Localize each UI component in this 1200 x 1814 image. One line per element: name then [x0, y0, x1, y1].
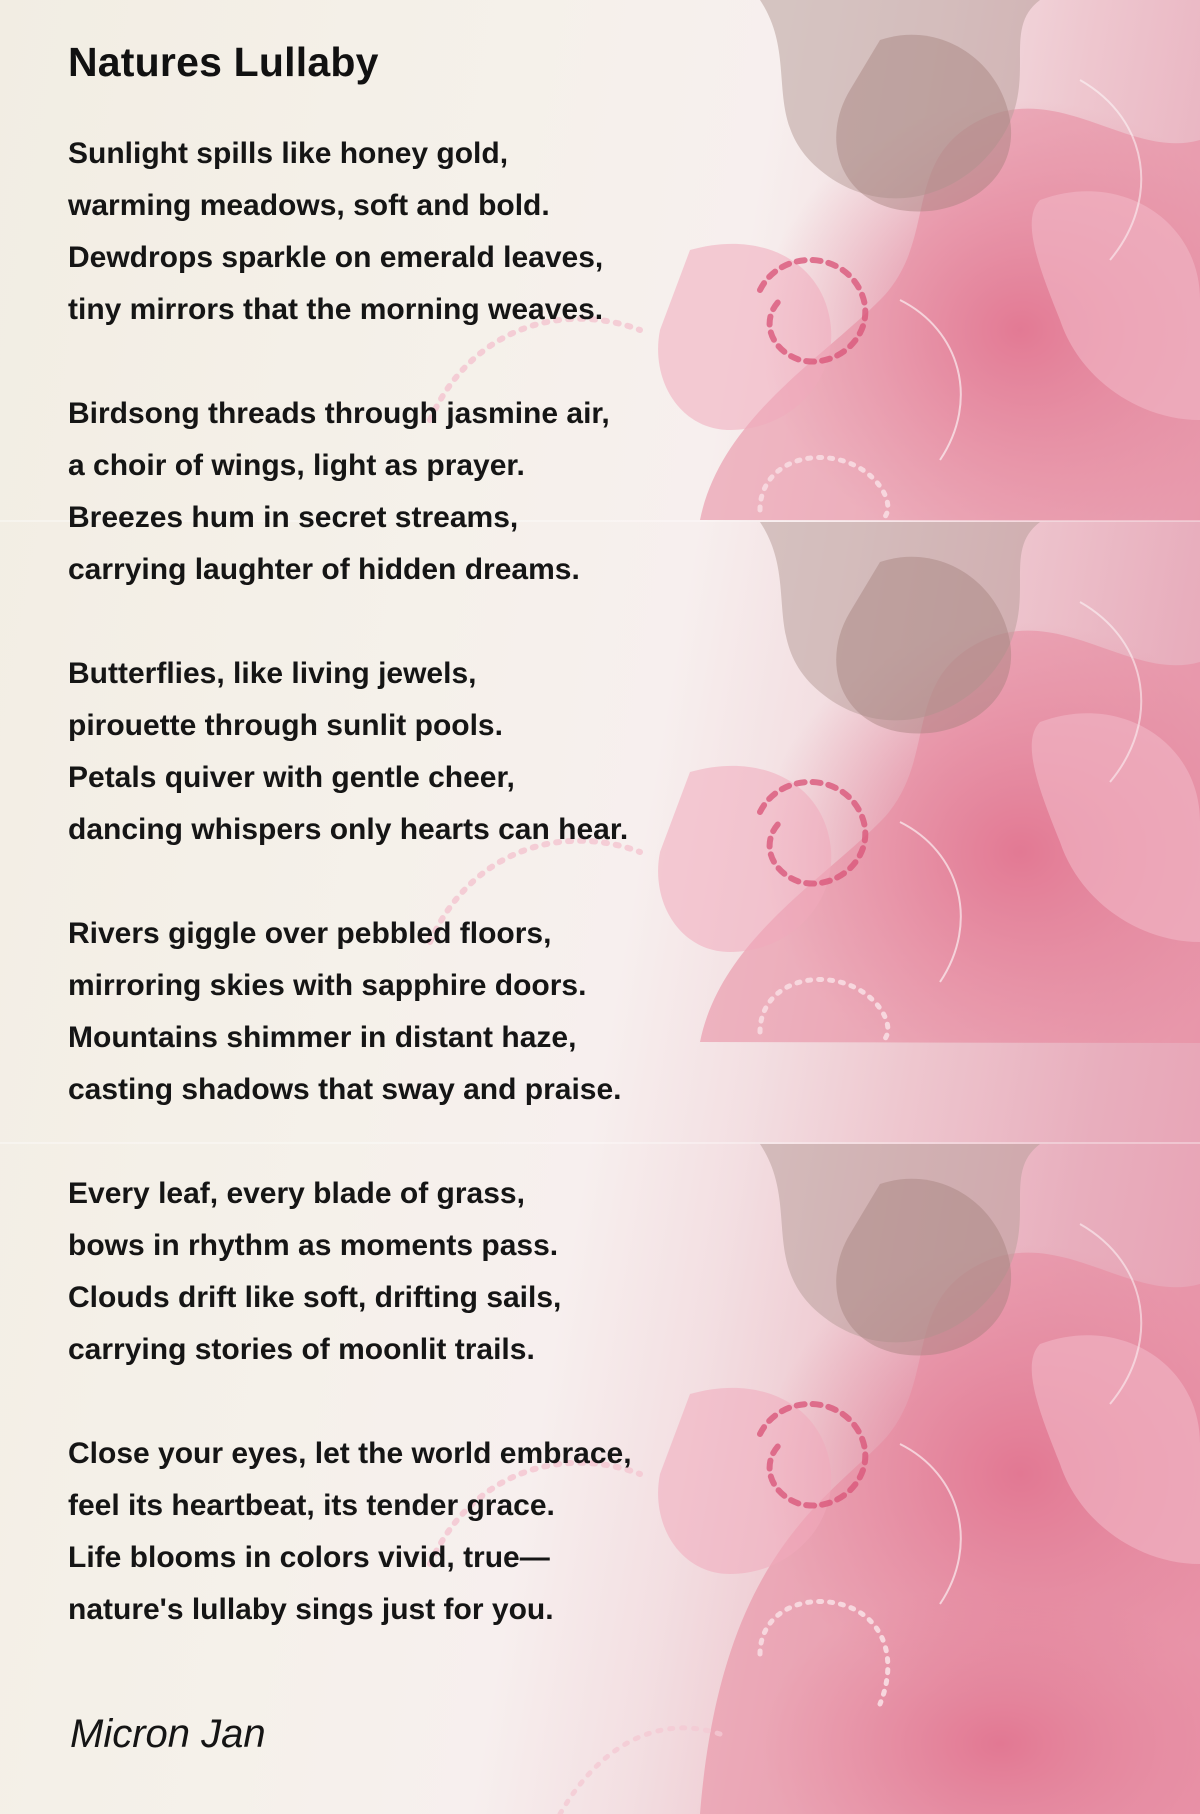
poem-line: Birdsong threads through jasmine air, — [68, 397, 610, 431]
poem-content — [68, 40, 828, 1636]
poem-body — [68, 128, 828, 1636]
poem-line: Clouds drift like soft, drifting sails, — [68, 1281, 562, 1315]
poem-line: Breezes hum in secret streams, — [68, 501, 519, 535]
poem-line: Rivers giggle over pebbled floors, — [68, 917, 552, 951]
stanza-4 — [68, 908, 828, 1116]
stanza-3 — [68, 648, 828, 856]
poem-line: mirroring skies with sapphire doors. — [68, 969, 587, 1003]
poem-title: Natures Lullaby — [68, 39, 379, 85]
poem-line: Butterflies, like living jewels, — [68, 657, 477, 691]
poem-line: feel its heartbeat, its tender grace. — [68, 1489, 555, 1523]
poem-author: Micron Jan — [70, 1712, 266, 1756]
poem-line: bows in rhythm as moments pass. — [68, 1229, 559, 1263]
poem-line: Dewdrops sparkle on emerald leaves, — [68, 241, 604, 275]
poem-line: Sunlight spills like honey gold, — [68, 137, 509, 171]
poem-line: Close your eyes, let the world embrace, — [68, 1437, 632, 1471]
poem-line: carrying stories of moonlit trails. — [68, 1333, 535, 1367]
poem-line: Mountains shimmer in distant haze, — [68, 1021, 577, 1055]
poem-line: warming meadows, soft and bold. — [68, 189, 550, 223]
poem-line: tiny mirrors that the morning weaves. — [68, 293, 604, 327]
poem-line: Petals quiver with gentle cheer, — [68, 761, 515, 795]
poem-line: a choir of wings, light as prayer. — [68, 449, 525, 483]
poem-line: Life blooms in colors vivid, true— — [68, 1541, 550, 1575]
poem-line: carrying laughter of hidden dreams. — [68, 553, 580, 587]
stanza-5 — [68, 1168, 828, 1376]
poem-line: nature's lullaby sings just for you. — [68, 1593, 554, 1627]
poem-line: casting shadows that sway and praise. — [68, 1073, 622, 1107]
poem-line: pirouette through sunlit pools. — [68, 709, 503, 743]
poem-line: dancing whispers only hearts can hear. — [68, 813, 629, 847]
stanza-1 — [68, 128, 828, 336]
stanza-6 — [68, 1428, 828, 1636]
stanza-2 — [68, 388, 828, 596]
poem-line: Every leaf, every blade of grass, — [68, 1177, 525, 1211]
